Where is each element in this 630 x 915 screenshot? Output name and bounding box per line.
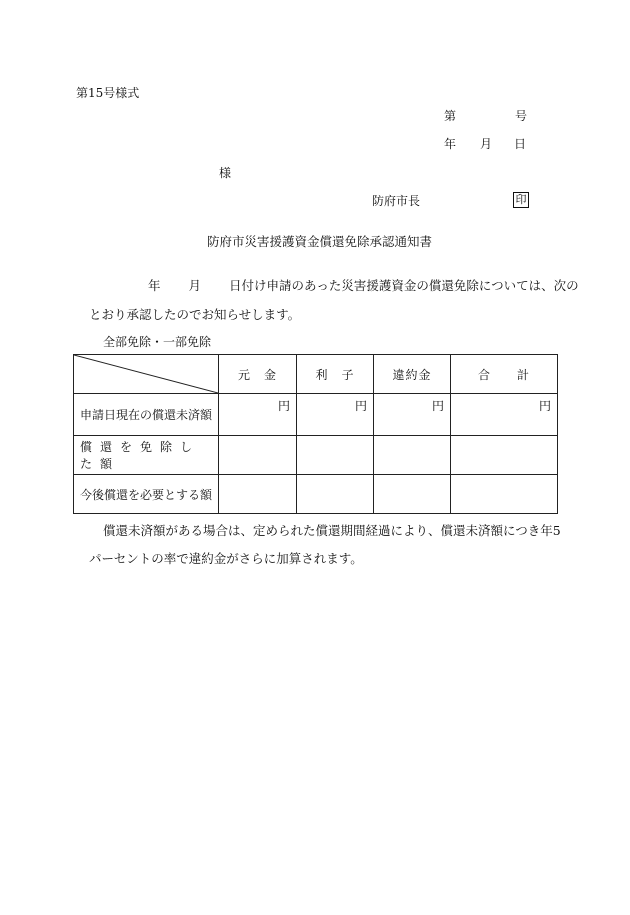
body-line-1 (148, 280, 579, 293)
cell-interest-outstanding[interactable]: 円 (297, 394, 374, 436)
table-header-row (74, 355, 558, 394)
row-label-exempted: 償還を免除した額 (74, 436, 219, 475)
cell-penalty-remaining[interactable] (374, 475, 451, 514)
diagonal-line (74, 355, 218, 393)
document-title: 防府市災害援護資金償還免除承認通知書 (207, 234, 433, 249)
table-row (74, 475, 558, 514)
form-number: 第15号様式 (76, 86, 140, 100)
issue-number-prefix: 第 (444, 109, 457, 123)
diagonal-corner-cell (74, 355, 219, 394)
issuer-name: 防府市長 (372, 194, 421, 208)
row-label-outstanding: 申請日現在の償還未済額 (74, 394, 219, 436)
header-penalty: 違約金 (374, 355, 451, 394)
cell-interest-remaining[interactable] (297, 475, 374, 514)
cell-penalty-exempted[interactable] (374, 436, 451, 475)
date-month-label: 月 (480, 137, 493, 151)
cell-total-remaining[interactable] (451, 475, 558, 514)
cell-principal-remaining[interactable] (219, 475, 297, 514)
cell-total-outstanding[interactable]: 円 (451, 394, 558, 436)
header-total: 合 計 (451, 355, 558, 394)
exemption-option: 全部免除・一部免除 (103, 335, 212, 349)
header-principal: 元 金 (219, 355, 297, 394)
cell-interest-exempted[interactable] (297, 436, 374, 475)
cell-principal-exempted[interactable] (219, 436, 297, 475)
note-line-1: 償還未済額がある場合は、定められた償還期間経過により、償還未済額につき年5 (103, 523, 561, 538)
body-month-label: 月 (188, 278, 202, 293)
body-line-1-text: 日付け申請のあった災害援護資金の償還免除については、次の (229, 278, 579, 293)
date-year-label: 年 (444, 137, 457, 151)
header-interest: 利 子 (297, 355, 374, 394)
row-label-remaining: 今後償還を必要とする額 (74, 475, 219, 514)
cell-penalty-outstanding[interactable]: 円 (374, 394, 451, 436)
note-line-2: パーセントの率で違約金がさらに加算されます。 (89, 551, 363, 566)
seal-mark: 印 (513, 192, 529, 208)
body-line-2: とおり承認したのでお知らせします。 (89, 307, 301, 322)
cell-total-exempted[interactable] (451, 436, 558, 475)
addressee-suffix: 様 (219, 166, 232, 180)
date-day-label: 日 (514, 137, 527, 151)
body-year-label: 年 (148, 278, 161, 293)
table-row (74, 436, 558, 475)
table-row (74, 394, 558, 436)
cell-principal-outstanding[interactable]: 円 (219, 394, 297, 436)
issue-number-suffix: 号 (515, 109, 528, 123)
repayment-table (73, 354, 558, 514)
